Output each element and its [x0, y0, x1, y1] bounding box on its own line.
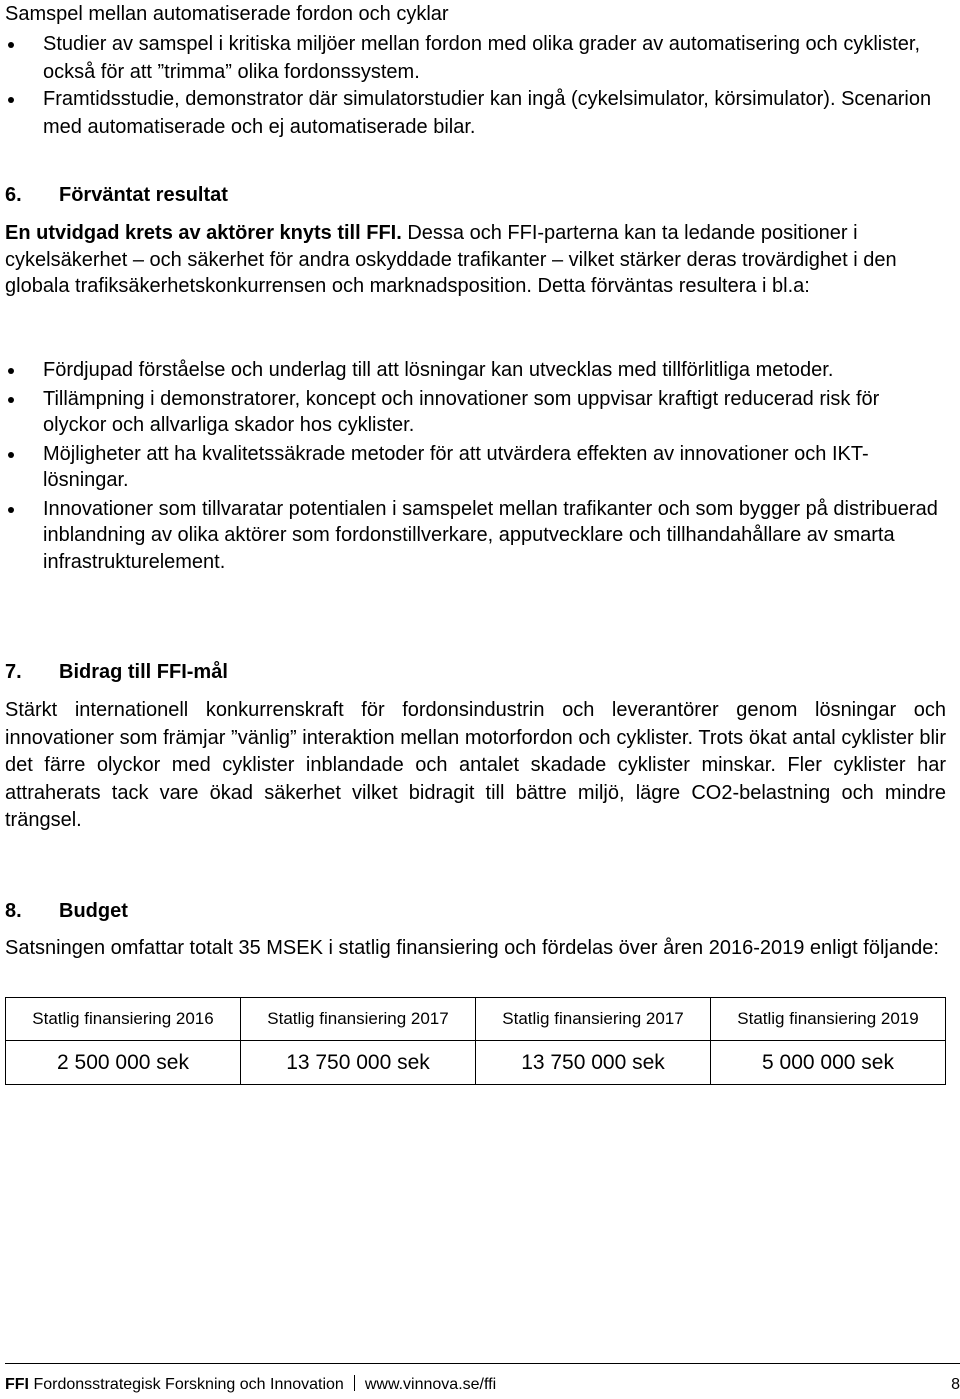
section-8-heading [5, 899, 128, 923]
section-7-heading [5, 660, 228, 684]
footer-url-link[interactable]: www.vinnova.se/ffi [364, 1376, 497, 1393]
section-6-bullet-list [5, 357, 945, 575]
section-samspel-title: Samspel mellan automatiserade fordon och cyklar [5, 3, 449, 25]
table-header-row [6, 998, 946, 1041]
table-header-cell: Statlig finansiering 2016 [6, 998, 241, 1041]
section-8-number: 8. [5, 900, 22, 922]
list-item: Fördjupad förståelse och underlag till att lösningar kan utvecklas med tillförlitliga metoder. [5, 357, 945, 384]
table-cell: 13 750 000 sek [241, 1041, 476, 1085]
section-8-title: Budget [59, 900, 128, 922]
table-header-cell: Statlig finansiering 2019 [711, 998, 946, 1041]
table-header-cell: Statlig finansiering 2017 [476, 998, 711, 1041]
page-footer [5, 1375, 960, 1395]
section-6-intro [5, 220, 946, 300]
list-item: Tillämpning i demonstratorer, koncept och innovationer som uppvisar kraftigt reducerad risk för olyckor och allvarliga skador hos cyklister. [5, 386, 945, 439]
table-cell: 5 000 000 sek [711, 1041, 946, 1085]
footer-divider [5, 1363, 960, 1364]
section-6-heading [5, 183, 228, 207]
table-row [6, 1041, 946, 1085]
table-cell: 2 500 000 sek [6, 1041, 241, 1085]
section-8-body: Satsningen omfattar totalt 35 MSEK i statlig finansiering och fördelas över åren 2016-2019 enligt följande: [5, 937, 939, 959]
samspel-bullet-list [5, 31, 945, 141]
table-header-cell: Statlig finansiering 2017 [241, 998, 476, 1041]
section-6-title: Förväntat resultat [59, 184, 228, 206]
list-item: Framtidsstudie, demonstrator där simulatorstudier kan ingå (cykelsimulator, körsimulator). Scenarion med automatiserade och ej automatiserade bilar. [5, 86, 945, 141]
list-item: Studier av samspel i kritiska miljöer mellan fordon med olika grader av automatisering och cyklister, också för att ”trimma” olika fordonssystem. [5, 31, 945, 86]
section-7-body: Stärkt internationell konkurrenskraft för fordonsindustrin och leverantörer genom lösningar och innovationer som främjar ”vänlig” interaktion mellan motorfordon och cyklister. Trots ökat antal cyklister blir det färre olyckor med cyklister inblandade och antalet skadade cyklister minskar. Fler cyklister har attraherats tack vare ökad säkerhet vilket bidragit till bättre miljö, lägre CO2-belastning och mindre trängsel. [5, 699, 946, 831]
list-item: Innovationer som tillvaratar potentialen i samspelet mellan trafikanter och som bygger på distribuerad inblandning av olika aktörer som fordonstillverkare, apputvecklare och tillhandahållare av smarta infrastrukturelement. [5, 496, 945, 576]
page-number: 8 [951, 1376, 960, 1393]
footer-org: Fordonsstrategisk Forskning och Innovation [29, 1376, 344, 1393]
section-6-intro-lead: En utvidgad krets av aktörer knyts till FFI. [5, 222, 402, 244]
list-item: Möjligheter att ha kvalitetssäkrade metoder för att utvärdera effekten av innovationer och IKT-lösningar. [5, 441, 945, 494]
table-cell: 13 750 000 sek [476, 1041, 711, 1085]
section-6-intro-rest: Dessa och FFI-parterna kan ta ledande positioner i cykelsäkerhet – och säkerhet för andra oskyddade trafikanter – vilket stärker deras trovärdighet i den globala trafiksäkerhetskonkurrensen och marknadsposition. Detta förväntas resultera i bl.a: [5, 222, 897, 297]
footer-brand: FFI [5, 1376, 29, 1393]
section-7-title: Bidrag till FFI-mål [59, 661, 228, 683]
section-7-number: 7. [5, 661, 22, 683]
budget-table [5, 997, 946, 1085]
section-6-number: 6. [5, 184, 22, 206]
footer-separator [354, 1375, 355, 1391]
